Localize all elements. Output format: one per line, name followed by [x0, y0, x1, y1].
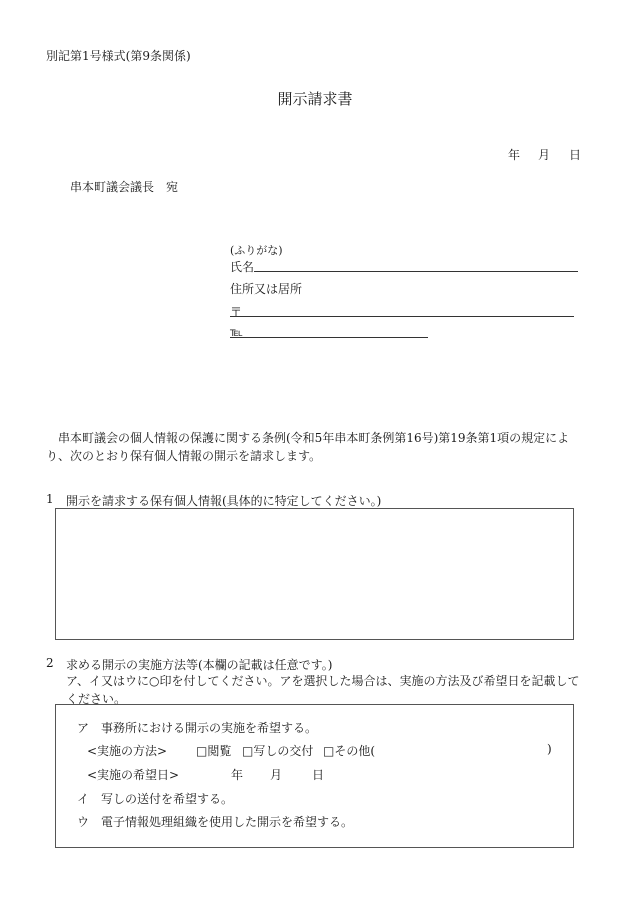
name-label: 氏名: [230, 260, 255, 274]
date-year-label: 年: [508, 148, 521, 162]
postal-field-line[interactable]: [230, 316, 574, 317]
section1-label: 開示を請求する保有個人情報(具体的に特定してください。): [66, 494, 382, 508]
option-u[interactable]: ウ 電子情報処理組織を使用した開示を希望する。: [77, 815, 354, 829]
section2-label: 求める開示の実施方法等(本欄の記載は任意です。): [66, 658, 333, 672]
date-day-label: 日: [569, 148, 582, 162]
addressee: 串本町議会議長 宛: [70, 180, 179, 194]
date-month-label: 月: [538, 148, 551, 162]
tel-label: ℡: [230, 325, 243, 339]
intro-paragraph: 串本町議会の個人情報の保護に関する条例(令和5年串本町条例第16号)第19条第1項の規定により、次のとおり保有個人情報の開示を請求します。: [46, 431, 570, 463]
tel-field-line[interactable]: [230, 337, 428, 338]
date-preference-day: 日: [312, 768, 325, 782]
option-i[interactable]: イ 写しの送付を希望する。: [77, 792, 234, 806]
date-preference-year: 年: [231, 768, 244, 782]
page-title: 開示請求書: [277, 90, 353, 108]
date-preference-month: 月: [270, 768, 283, 782]
date-preference-label: <実施の希望日>: [87, 768, 180, 782]
postal-label: 〒: [230, 305, 243, 319]
section2-instruction: ア、イ又はウに○印を付してください。アを選択した場合は、実施の方法及び希望日を記載してください。: [66, 674, 580, 706]
name-field-line[interactable]: [254, 271, 578, 272]
section2-number: 2: [46, 656, 54, 670]
furigana-label: (ふりがな): [230, 244, 283, 257]
method-option-viewing[interactable]: □閲覧: [196, 744, 232, 758]
method-close-paren: ): [547, 742, 552, 756]
section1-number: 1: [46, 492, 54, 506]
option-a[interactable]: ア 事務所における開示の実施を希望する。: [77, 721, 318, 735]
section1-input-box[interactable]: [55, 508, 574, 640]
method-option-copy[interactable]: □写しの交付: [242, 744, 314, 758]
address-label: 住所又は居所: [230, 282, 303, 296]
method-label: <実施の方法>: [87, 744, 168, 758]
form-label: 別記第1号様式(第9条関係): [46, 49, 191, 63]
method-option-other[interactable]: □その他(: [323, 744, 376, 758]
